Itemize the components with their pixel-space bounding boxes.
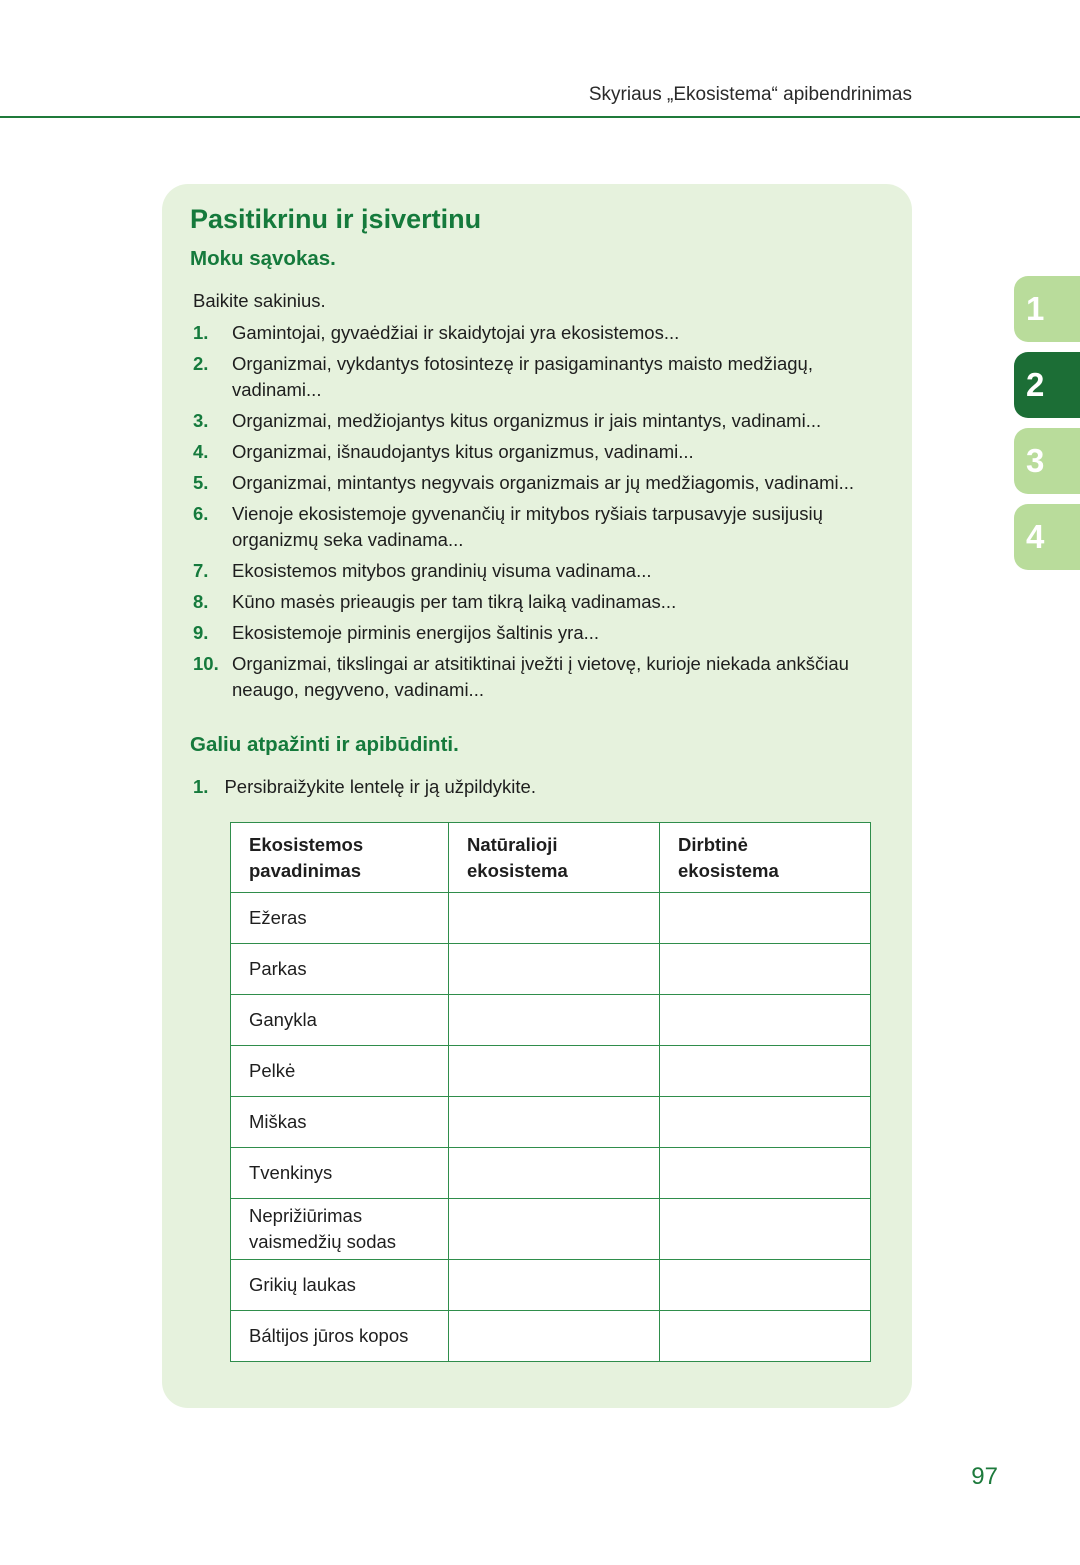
list-item xyxy=(193,470,893,496)
section-heading-concepts: Moku sąvokas. xyxy=(190,247,336,270)
question-list xyxy=(193,320,893,708)
list-item xyxy=(193,558,893,584)
artificial-cell xyxy=(660,1260,871,1311)
task-number: 1. xyxy=(193,776,209,797)
natural-cell xyxy=(449,944,660,995)
item-number: 3. xyxy=(193,410,209,431)
header-divider xyxy=(0,116,1080,118)
instruction-text: Baikite sakinius. xyxy=(193,290,326,311)
list-item xyxy=(193,589,893,615)
item-text: Vienoje ekosistemoje gyvenančių ir mitybos ryšiais tarpusavyje susijusių organizmų seka vadinama... xyxy=(232,503,823,550)
natural-cell xyxy=(449,1097,660,1148)
artificial-cell xyxy=(660,944,871,995)
ecosystem-name-cell: Grikių laukas xyxy=(231,1260,449,1311)
item-text: Organizmai, tikslingai ar atsitiktinai įvežti į vietovę, kurioje niekada ankščiau neaugo, negyveno, vadinami... xyxy=(232,653,849,700)
ecosystem-name-cell: Neprižiūrimas vaismedžių sodas xyxy=(231,1199,449,1260)
chapter-tab-1[interactable]: 1 xyxy=(1014,276,1080,342)
artificial-cell xyxy=(660,1097,871,1148)
artificial-cell xyxy=(660,1199,871,1260)
natural-cell xyxy=(449,1046,660,1097)
natural-cell xyxy=(449,1199,660,1260)
table-row xyxy=(231,1046,871,1097)
table-row xyxy=(231,944,871,995)
list-item xyxy=(193,620,893,646)
running-head: Skyriaus „Ekosistema“ apibendrinimas xyxy=(588,84,912,105)
natural-cell xyxy=(449,893,660,944)
page-number: 97 xyxy=(971,1463,998,1490)
table-row xyxy=(231,1097,871,1148)
item-number: 9. xyxy=(193,622,209,643)
natural-cell xyxy=(449,1260,660,1311)
natural-cell xyxy=(449,995,660,1046)
item-number: 5. xyxy=(193,472,209,493)
section-heading-recognize: Galiu atpažinti ir apibūdinti. xyxy=(190,733,459,756)
column-header-artificial: Dirbtinė ekosistema xyxy=(660,823,871,893)
chapter-tab-4[interactable]: 4 xyxy=(1014,504,1080,570)
column-header-name: Ekosistemos pavadinimas xyxy=(231,823,449,893)
table-row xyxy=(231,1311,871,1362)
list-item xyxy=(193,408,893,434)
ecosystem-name-cell: Miškas xyxy=(231,1097,449,1148)
ecosystem-name-cell: Tvenkinys xyxy=(231,1148,449,1199)
self-check-panel xyxy=(162,184,912,1408)
artificial-cell xyxy=(660,893,871,944)
item-number: 1. xyxy=(193,322,209,343)
ecosystem-table xyxy=(230,822,871,1362)
item-text: Organizmai, išnaudojantys kitus organizmus, vadinami... xyxy=(232,441,694,462)
item-text: Organizmai, mintantys negyvais organizmais ar jų medžiagomis, vadinami... xyxy=(232,472,855,493)
item-text: Kūno masės prieaugis per tam tikrą laiką vadinamas... xyxy=(232,591,677,612)
artificial-cell xyxy=(660,1148,871,1199)
item-number: 10. xyxy=(193,653,219,674)
list-item xyxy=(193,320,893,346)
list-item xyxy=(193,351,893,403)
ecosystem-name-cell: Ežeras xyxy=(231,893,449,944)
table-row xyxy=(231,995,871,1046)
list-item xyxy=(193,439,893,465)
artificial-cell xyxy=(660,995,871,1046)
ecosystem-name-cell: Ganykla xyxy=(231,995,449,1046)
natural-cell xyxy=(449,1148,660,1199)
item-text: Ekosistemos mitybos grandinių visuma vadinama... xyxy=(232,560,652,581)
ecosystem-name-cell: Parkas xyxy=(231,944,449,995)
task-text: Persibraižykite lentelę ir ją užpildykite. xyxy=(224,776,536,797)
chapter-tab-3[interactable]: 3 xyxy=(1014,428,1080,494)
panel-title: Pasitikrinu ir įsivertinu xyxy=(190,204,482,234)
item-number: 4. xyxy=(193,441,209,462)
list-item xyxy=(193,651,893,703)
artificial-cell xyxy=(660,1311,871,1362)
column-header-natural: Natūralioji ekosistema xyxy=(449,823,660,893)
table-row xyxy=(231,893,871,944)
chapter-tab-2[interactable]: 2 xyxy=(1014,352,1080,418)
item-text: Organizmai, vykdantys fotosintezę ir pasigaminantys maisto medžiagų, vadinami... xyxy=(232,353,813,400)
item-text: Organizmai, medžiojantys kitus organizmus ir jais mintantys, vadinami... xyxy=(232,410,822,431)
table-row xyxy=(231,1199,871,1260)
task-line xyxy=(193,776,536,798)
item-text: Ekosistemoje pirminis energijos šaltinis yra... xyxy=(232,622,600,643)
list-item xyxy=(193,501,893,553)
item-number: 6. xyxy=(193,503,209,524)
ecosystem-name-cell: Báltijos jūros kopos xyxy=(231,1311,449,1362)
table-row xyxy=(231,1148,871,1199)
item-number: 8. xyxy=(193,591,209,612)
table-row xyxy=(231,1260,871,1311)
ecosystem-name-cell: Pelkė xyxy=(231,1046,449,1097)
item-number: 7. xyxy=(193,560,209,581)
table-header-row xyxy=(231,823,871,893)
artificial-cell xyxy=(660,1046,871,1097)
item-text: Gamintojai, gyvaėdžiai ir skaidytojai yra ekosistemos... xyxy=(232,322,680,343)
natural-cell xyxy=(449,1311,660,1362)
item-number: 2. xyxy=(193,353,209,374)
